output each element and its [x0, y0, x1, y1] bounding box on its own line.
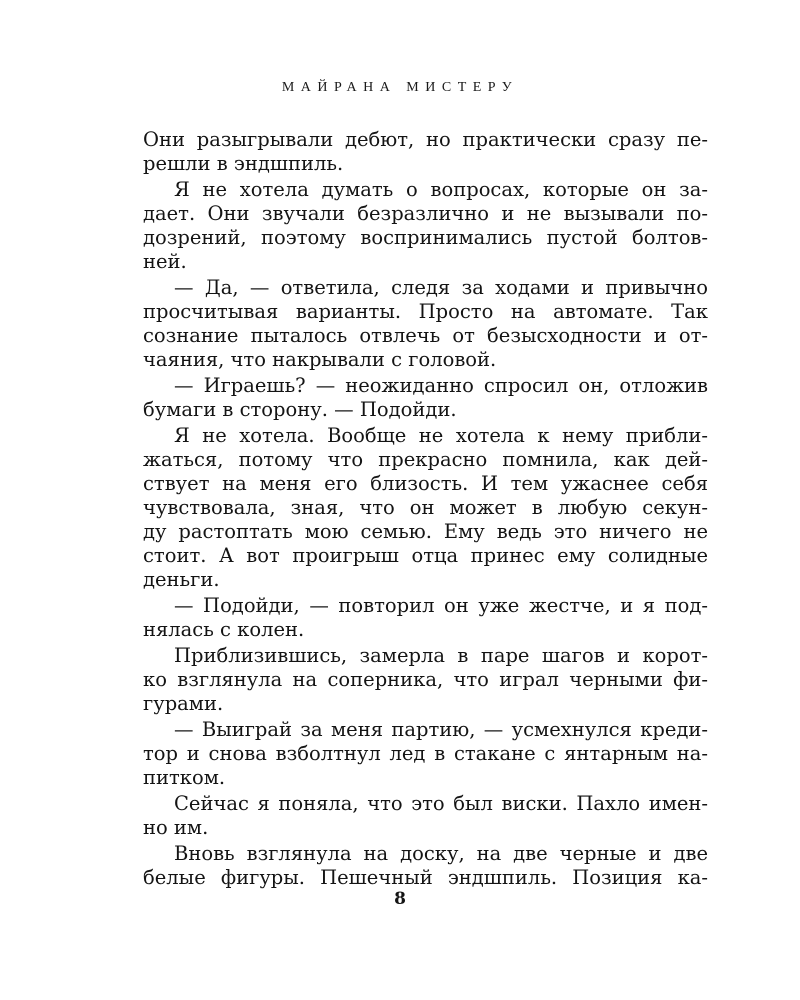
text-line: деньги.	[143, 568, 220, 591]
text-line: жаться, потому что прекрасно помнила, как дей-	[143, 448, 708, 471]
text-line: но им.	[143, 816, 209, 839]
text-line: дает. Они звучали безразлично и не вызывали по-	[143, 202, 708, 225]
text-line: — Подойди, — повторил он уже жестче, и я под-	[174, 594, 708, 617]
text-line: бумаги в сторону. — Подойди.	[143, 398, 457, 421]
paragraph	[143, 792, 708, 840]
text-line: Они разыгрывали дебют, но практически сразу пе-	[143, 128, 708, 151]
text-line: чувствовала, зная, что он может в любую секун-	[143, 496, 708, 519]
text-line: просчитывая варианты. Просто на автомате. Так	[143, 300, 708, 323]
text-line: нялась с колен.	[143, 618, 305, 641]
body-text	[143, 128, 708, 890]
paragraph	[143, 374, 708, 422]
text-line: сознание пыталось отвлечь от безысходности и от-	[143, 324, 708, 347]
text-line: гурами.	[143, 692, 224, 715]
text-line: Приблизившись, замерла в паре шагов и корот-	[174, 644, 708, 667]
text-line: белые фигуры. Пешечный эндшпиль. Позиция ка-	[143, 866, 708, 889]
text-line: Я не хотела думать о вопросах, которые он за-	[174, 178, 708, 201]
text-line: ней.	[143, 250, 187, 273]
running-head: МАЙРАНА МИСТЕРУ	[281, 80, 519, 95]
text-line: — Да, — ответила, следя за ходами и привычно	[174, 276, 708, 299]
paragraph	[143, 276, 708, 372]
text-line: Сейчас я поняла, что это был виски. Пахло имен-	[174, 792, 708, 815]
paragraph	[143, 178, 708, 274]
text-line: ствует на меня его близость. И тем ужаснее себя	[143, 472, 708, 495]
page-number: 8	[394, 889, 406, 909]
paragraph	[143, 644, 708, 716]
text-line: чаяния, что накрывали с головой.	[143, 348, 497, 371]
text-line: Я не хотела. Вообще не хотела к нему прибли-	[174, 424, 708, 447]
paragraph	[143, 424, 708, 592]
paragraph	[143, 842, 708, 890]
text-line: — Выиграй за меня партию, — усмехнулся креди-	[174, 718, 708, 741]
text-line: стоит. А вот проигрыш отца принес ему солидные	[143, 544, 708, 567]
text-line: Вновь взглянула на доску, на две черные и две	[174, 842, 708, 865]
paragraph	[143, 718, 708, 790]
text-line: питком.	[143, 766, 226, 789]
text-line: дозрений, поэтому воспринимались пустой болтов-	[143, 226, 708, 249]
text-line: тор и снова взболтнул лед в стакане с янтарным на-	[143, 742, 708, 765]
paragraph	[143, 594, 708, 642]
text-line: ду растоптать мою семью. Ему ведь это ничего не	[143, 520, 708, 543]
text-line: ко взглянула на соперника, что играл черными фи-	[143, 668, 708, 691]
text-line: решли в эндшпиль.	[143, 152, 344, 175]
paragraph	[143, 128, 708, 176]
text-line: — Играешь? — неожиданно спросил он, отложив	[174, 374, 708, 397]
